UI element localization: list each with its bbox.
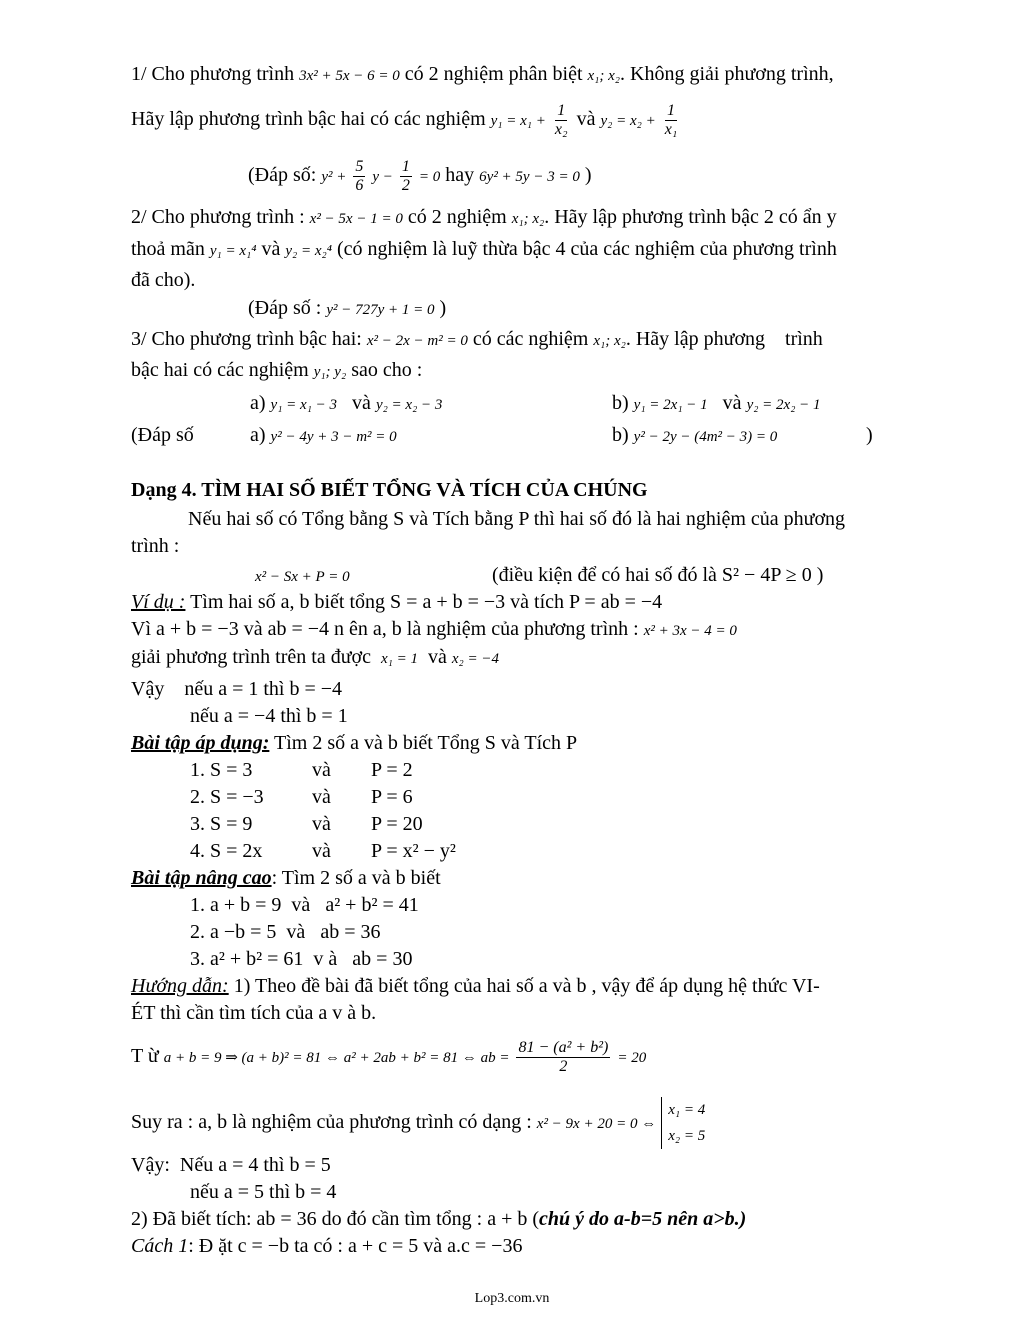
hence-line: [131, 1093, 705, 1153]
solve-line: [131, 645, 499, 671]
equation: x² − 5x − 1 = 0: [309, 211, 403, 227]
text: ): [439, 297, 447, 319]
p1-line2: [131, 96, 681, 144]
text: có 2 nghiệm: [407, 206, 507, 228]
label: b): [612, 424, 629, 446]
numerator: 81 − (a² + b²): [518, 1038, 609, 1056]
roots: x₁; x₂: [511, 211, 545, 227]
denominator: x₁: [664, 120, 678, 138]
root-bracket: [661, 1097, 705, 1149]
conclusion-line3: Vậy: Nếu a = 4 thì b = 5: [131, 1154, 331, 1176]
text: có các nghiệm: [472, 328, 589, 350]
label: b): [612, 392, 629, 414]
p1-line1: [131, 62, 834, 88]
method-label: Cách 1: [131, 1235, 189, 1257]
denominator: 6: [355, 176, 364, 194]
text: T ừ: [131, 1045, 159, 1067]
denominator: 2: [559, 1057, 568, 1075]
p3-answer-b: [612, 423, 777, 449]
text: (Đáp số:: [248, 164, 317, 186]
root: x₂ = 5: [668, 1128, 706, 1145]
text: 2) Đã biết tích: ab = 36 do đó cần tìm tổng : a + b (: [131, 1208, 540, 1230]
conclusion-line1: Vậy nếu a = 1 thì b = −4: [131, 678, 343, 700]
p3-part-a: [250, 391, 442, 417]
exercise-va: và: [312, 840, 331, 862]
note: chú ý do a-b=5 nên a>b.): [539, 1208, 747, 1230]
equation: y −: [372, 169, 393, 185]
text: và: [261, 238, 281, 260]
equation: = 0: [418, 169, 441, 185]
text: có 2 nghiệm phân biệt: [404, 63, 583, 85]
equation: x² − 2x − m² = 0: [366, 333, 468, 349]
text: . Không giải phương trình,: [620, 63, 834, 85]
denominator: 2: [401, 176, 410, 194]
p3-line1: [131, 327, 823, 353]
text: Hãy lập phương trình bậc hai có các nghiệm: [131, 108, 486, 130]
fraction: [553, 102, 570, 139]
text: 1/ Cho phương trình: [131, 63, 295, 85]
text: giải phương trình trên ta được: [131, 646, 371, 668]
exercise-va: và: [312, 813, 331, 835]
p2-answer: [248, 296, 446, 322]
text: 2/ Cho phương trình :: [131, 206, 305, 228]
equation: y₁ = x₁ − 3: [270, 397, 338, 413]
equation: y² +: [321, 169, 347, 185]
exercise-p: P = 2: [371, 759, 413, 781]
text: . Hãy lập phương trình: [625, 328, 823, 350]
advanced-item: 3. a² + b² = 61 v à ab = 30: [190, 948, 413, 970]
equation: y₂ = x₂ +: [600, 113, 656, 129]
p3-answer-close: ): [866, 424, 873, 446]
text: 3/ Cho phương trình bậc hai:: [131, 328, 362, 350]
advanced-label: Bài tập nâng cao: [131, 867, 272, 889]
roots: y₁; y₂: [313, 364, 347, 380]
exercise-item: 1. S = 3: [190, 759, 253, 781]
p2-line3: đã cho).: [131, 269, 196, 291]
p1-answer: [248, 152, 592, 200]
text: sao cho :: [351, 359, 423, 381]
conclusion-line2: nếu a = −4 thì b = 1: [190, 705, 348, 727]
advanced-item: 2. a −b = 5 và ab = 36: [190, 921, 381, 943]
denominator: x₂: [554, 120, 568, 138]
example-line: [131, 590, 662, 614]
p3-answer-label: (Đáp số: [131, 424, 194, 446]
equation: x₁ = 1: [381, 651, 418, 667]
advanced-item: 1. a + b = 9 và a² + b² = 41: [190, 894, 419, 916]
label: a): [250, 424, 266, 446]
text: : Đ ặt c = −b ta có : a + c = 5 và a.c = −36: [188, 1235, 523, 1257]
roots: x₁; x₂: [593, 333, 626, 349]
equation: x² − 9x + 20 = 0 ⇔: [536, 1116, 657, 1132]
condition: (điều kiện để có hai số đó là S² − 4P ≥ 0 ): [492, 564, 824, 586]
equation: a + b = 9 ⇒ (a + b)² = 81 ⇔ a² + 2ab + b² = 81 ⇔ ab =: [163, 1050, 510, 1066]
equation: 3x² + 5x − 6 = 0: [299, 68, 400, 84]
fraction: [353, 158, 365, 195]
exercise-label: Bài tập áp dụng:: [131, 732, 270, 754]
text: và: [352, 392, 371, 414]
because-line: [131, 617, 737, 643]
method1-line: [131, 1234, 522, 1258]
text: Tìm hai số a, b biết tổng S = a + b = −3 và tích P = ab = −4: [185, 591, 663, 613]
fraction: [663, 102, 680, 139]
intro-line1: Nếu hai số có Tổng bằng S và Tích bằng P thì hai số đó là hai nghiệm của phương: [188, 508, 846, 530]
fraction: [400, 158, 412, 195]
p2-line1: [131, 205, 837, 231]
section-title: Dạng 4. TÌM HAI SỐ BIẾT TỔNG VÀ TÍCH CỦA CHÚNG: [131, 479, 648, 501]
example-label: Ví dụ :: [131, 591, 186, 613]
root: x₁ = 4: [668, 1102, 706, 1119]
text: . Hãy lập phương trình bậc 2 có ẩn y: [544, 206, 837, 228]
equation: x² + 3x − 4 = 0: [643, 623, 737, 639]
p3-part-b: [612, 391, 821, 417]
numerator: 1: [401, 157, 410, 175]
equation: = 20: [617, 1050, 647, 1066]
text: và: [428, 646, 447, 668]
equation: x² − Sx + P = 0: [255, 569, 350, 585]
text: 1) Theo đề bài đã biết tổng của hai số a và b , vậy để áp dụng hệ thức VI-: [228, 975, 820, 997]
text: ): [584, 164, 592, 186]
text: (Đáp số :: [248, 297, 322, 319]
text: bậc hai có các nghiệm: [131, 359, 309, 381]
equation: y₁ = x₁ +: [490, 113, 546, 129]
equation: y₁ = x₁⁴: [209, 243, 257, 259]
conclusion-line4: nếu a = 5 thì b = 4: [190, 1181, 337, 1203]
exercise-item: 2. S = −3: [190, 786, 264, 808]
numerator: 1: [667, 101, 676, 119]
text: và: [722, 392, 742, 414]
exercise-va: và: [312, 786, 331, 808]
text: hay: [445, 164, 475, 186]
advanced-heading: [131, 866, 441, 890]
hint-line2: ÉT thì cần tìm tích của a v à b.: [131, 1002, 377, 1024]
exercise-p: P = 6: [371, 786, 413, 808]
part2-line: [131, 1207, 746, 1231]
equation: y₁ = 2x₁ − 1: [633, 397, 708, 413]
equation: x₂ = −4: [451, 651, 500, 667]
p2-line2: [131, 237, 837, 263]
equation: y² − 2y − (4m² − 3) = 0: [633, 429, 778, 445]
equation: y₂ = x₂⁴: [285, 243, 332, 259]
exercise-va: và: [312, 759, 331, 781]
text: Vì a + b = −3 và ab = −4 n ên a, b là nghiệm của phương trình :: [131, 618, 639, 640]
hint-line1: [131, 974, 820, 998]
text: và: [576, 108, 596, 130]
numerator: 5: [355, 157, 364, 175]
text: : Tìm 2 số a và b biết: [271, 867, 441, 889]
equation: 6y² + 5y − 3 = 0: [479, 169, 580, 185]
vieta-equation: [255, 563, 350, 589]
derivation-line: [131, 1032, 646, 1082]
p3-answer-a: [250, 423, 397, 449]
label: a): [250, 392, 266, 414]
text: thoả mãn: [131, 238, 205, 260]
p3-line2: [131, 358, 422, 384]
exercise-heading: [131, 731, 577, 755]
equation: y² − 727y + 1 = 0: [326, 302, 435, 318]
text: Tìm 2 số a và b biết Tổng S và Tích P: [269, 732, 578, 754]
exercise-item: 3. S = 9: [190, 813, 253, 835]
exercise-p: P = x² − y²: [371, 840, 456, 862]
fraction: [516, 1039, 610, 1076]
numerator: 1: [557, 101, 566, 119]
intro-line2: trình :: [131, 535, 180, 557]
exercise-p: P = 20: [371, 813, 423, 835]
text: (có nghiệm là luỹ thừa bậc 4 của các nghiệm của phương trình: [336, 238, 837, 260]
equation: y₂ = x₂ − 3: [375, 397, 443, 413]
roots: x₁; x₂: [587, 68, 621, 84]
footer-source: Lop3.com.vn: [474, 1291, 550, 1306]
equation: y₂ = 2x₂ − 1: [746, 397, 821, 413]
exercise-item: 4. S = 2x: [190, 840, 263, 862]
equation: y² − 4y + 3 − m² = 0: [270, 429, 397, 445]
text: Suy ra : a, b là nghiệm của phương trình có dạng :: [131, 1111, 532, 1133]
hint-label: Hướng dẫn:: [131, 975, 229, 997]
